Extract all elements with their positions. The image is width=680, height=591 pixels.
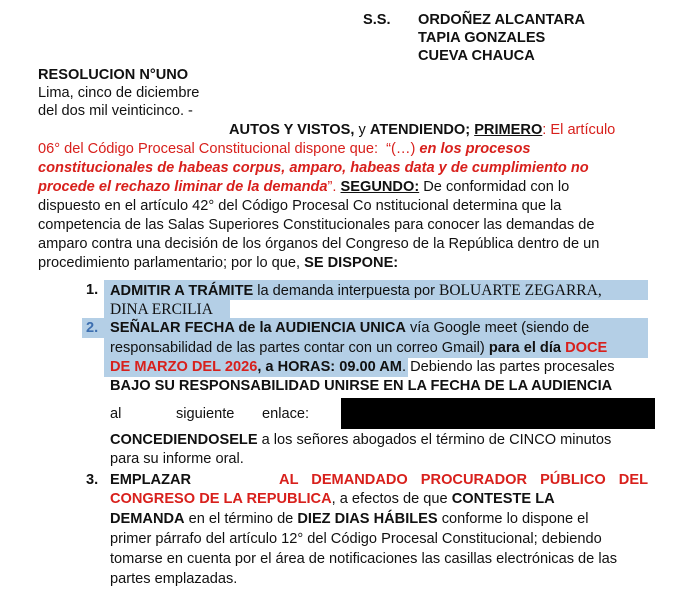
item2-text: vía Google meet (siendo de xyxy=(405,320,590,336)
item2-text: responsabilidad de las partes contar con un correo Gmail) xyxy=(110,340,489,356)
redacted-link xyxy=(341,398,655,429)
procurador-text: CONGRESO DE LA REPUBLICA xyxy=(110,491,332,507)
admitir-heading: ADMITIR A TRÁMITE xyxy=(110,283,254,299)
item2-text: . Debiendo las partes procesales xyxy=(401,359,615,375)
party-name: BOLUARTE ZEGARRA, xyxy=(439,282,602,299)
autos-heading: AUTOS Y VISTOS, xyxy=(229,122,355,138)
item3-line xyxy=(110,490,555,509)
item2-line xyxy=(110,319,589,338)
primero-heading: PRIMERO xyxy=(474,122,543,138)
resolution-date: del dos mil veinticinco. - xyxy=(38,103,193,119)
body-line: amparo contra una decisión de los órganos del Congreso de la República dentro de un xyxy=(38,236,600,252)
item3-line xyxy=(110,510,589,529)
body-line xyxy=(38,178,569,197)
segundo-heading: SEGUNDO: xyxy=(340,179,420,195)
item2-line: para su informe oral. xyxy=(110,451,244,467)
item2-line xyxy=(110,358,615,377)
se-dispone-heading: SE DISPONE: xyxy=(304,255,399,271)
item1-text: la demanda interpuesta por xyxy=(253,283,440,299)
hearing-time: 09.00 AM xyxy=(339,359,402,375)
hearing-date: DE MARZO DEL 2026 xyxy=(110,359,258,375)
primero-text: El artículo xyxy=(546,122,616,138)
item-number: 3. xyxy=(86,472,99,488)
quote-open: “(…) xyxy=(386,141,416,157)
item2-line xyxy=(110,339,607,358)
conteste-text: CONTESTE LA xyxy=(451,491,555,507)
quote-text: en los procesos xyxy=(419,141,531,157)
item3-text: en el término de xyxy=(184,511,298,527)
enlace-label: enlace: xyxy=(262,406,310,422)
quote-text: constitucionales de habeas corpus, amparo, habeas data y de cumplimiento no xyxy=(38,160,589,176)
item3-line: primer párrafo del artículo 12° del Código Procesal Constitucional; debiendo xyxy=(110,531,602,547)
horas-label: , a HORAS: xyxy=(257,359,340,375)
hearing-date: DOCE xyxy=(565,340,608,356)
segundo-text: De conformidad con lo xyxy=(419,179,570,195)
demanda-text: DEMANDA xyxy=(110,511,185,527)
item2-line xyxy=(110,431,611,450)
procurador-text: AL DEMANDADO PROCURADOR PÚBLICO DEL xyxy=(279,472,648,488)
item3-line: tomarse en cuenta por el área de notificaciones las casillas electrónicas de las xyxy=(110,551,618,567)
body-line: dispuesto en el artículo 42° del Código Procesal Co nstitucional determina que la xyxy=(38,198,562,214)
audiencia-heading: SEÑALAR FECHA de la AUDIENCIA UNICA xyxy=(110,320,406,336)
body-text: procedimiento parlamentario; por lo que, xyxy=(38,255,305,271)
concede-heading: CONCEDIENDOSELE xyxy=(110,432,258,448)
item3-text: conforme lo dispone el xyxy=(437,511,589,527)
resolution-title: RESOLUCION N°UNO xyxy=(38,67,189,83)
item3-line xyxy=(110,471,648,490)
judge-name: ORDOÑEZ ALCANTARA xyxy=(418,12,586,28)
responsabilidad-text: BAJO SU RESPONSABILIDAD UNIRSE EN LA FECHA DE LA AUDIENCIA xyxy=(110,378,613,394)
judge-name: TAPIA GONZALES xyxy=(418,30,546,46)
judge-name: CUEVA CHAUCA xyxy=(418,48,535,64)
body-line xyxy=(229,121,615,140)
item1-line xyxy=(110,281,602,301)
plazo-text: DIEZ DIAS HÁBILES xyxy=(297,511,438,527)
atendiendo-heading: ATENDIENDO; xyxy=(369,122,471,138)
party-name: DINA ERCILIA xyxy=(110,301,213,318)
body-line xyxy=(38,254,398,273)
primero-text: 06° del Código Procesal Constitucional dispone que: xyxy=(38,141,379,157)
body-line xyxy=(38,140,646,159)
item3-line: partes emplazadas. xyxy=(110,571,238,587)
item3-text: , a efectos de que xyxy=(331,491,452,507)
quote-close: ”. xyxy=(327,179,337,195)
quote-text: procede el rechazo liminar de la demanda xyxy=(38,179,328,195)
item-number: 2. xyxy=(86,320,99,336)
para-el-dia: para el día xyxy=(488,340,566,356)
enlace-label: siguiente xyxy=(176,406,235,422)
resolution-date: Lima, cinco de diciembre xyxy=(38,85,200,101)
emplazar-heading: EMPLAZAR xyxy=(110,472,192,488)
body-line: competencia de las Salas Superiores Constitucionales para conocer las demandas de xyxy=(38,217,595,233)
ss-label: S.S. xyxy=(363,12,391,28)
enlace-label: al xyxy=(110,406,122,422)
item-number: 1. xyxy=(86,282,99,298)
colon: : xyxy=(542,122,547,138)
item2-text: a los señores abogados el término de CINCO minutos xyxy=(257,432,612,448)
connector: y xyxy=(354,122,370,138)
